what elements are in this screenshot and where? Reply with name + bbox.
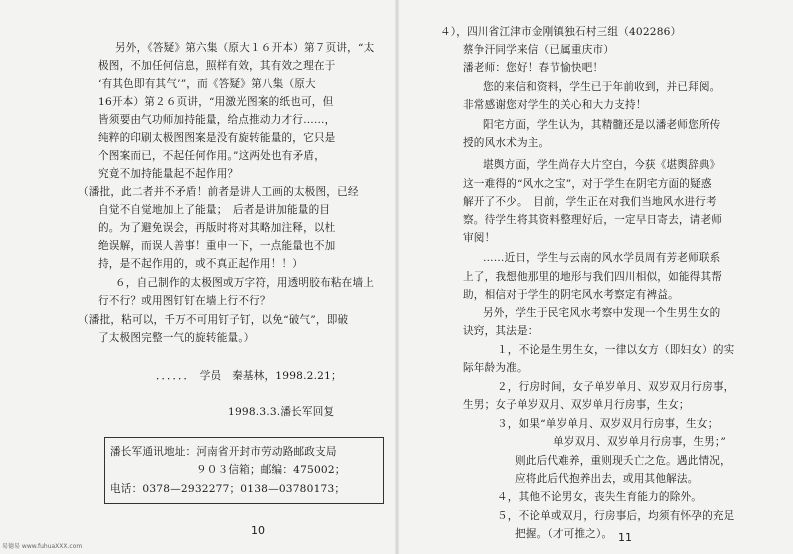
right-line-18: １，不论是生男生女，一律以女方（即妇女）的实: [497, 344, 735, 356]
left-line-5: 皆须要由气功师加持能量，给点推动力才行……，: [98, 114, 336, 126]
left-line-6: 纯粹的印刷太极图图案是没有旋转能量的，它只是: [98, 132, 336, 144]
right-line-11: 察。待学生将其资料整理好后，一定早日寄去，请老师: [463, 214, 723, 226]
right-line-7: 授的风水术为主。: [463, 137, 550, 149]
left-line-16: （潘批，粘可以，千万不可用钉子钉，以免“破气”，即破: [78, 314, 349, 326]
right-line-25: 应将此后代抱养出去，或用其他解法。: [515, 473, 699, 485]
right-line-13: ……近日，学生与云南的风水学员周有芳老师联系: [483, 252, 721, 264]
right-line-23: 单岁双月、双岁单月行房事，生男；”: [553, 436, 727, 448]
right-line-1: ４），四川省江津市金刚镇独石村三组（402286）: [440, 26, 682, 38]
right-line-28: 把握。（才可推之）。: [515, 528, 613, 540]
page-number-left: 10: [251, 524, 265, 537]
right-line-19: 际年龄为准。: [463, 362, 528, 374]
right-line-27: ５，不论单或双月，行房事后，均须有怀孕的充足: [497, 510, 735, 522]
right-line-2: 蔡争汗同学来信（已属重庆市）: [463, 44, 615, 56]
right-line-6: 阳宅方面，学生认为，其精髓还是以潘老师您所传: [483, 119, 721, 131]
reply-date: 1998.3.3.潘长军回复: [228, 406, 335, 418]
left-line-8: 究竟不加持能量起不起作用？: [98, 168, 239, 180]
right-line-21: 生男；女子单岁双月、双岁单月行房事，生女；: [463, 399, 690, 411]
left-line-2: 极图，不加任何信息，照样有效，其有效之理在于: [98, 60, 336, 72]
right-line-8: 堪舆方面，学生尚存大片空白，今获《堪舆辞典》: [483, 159, 721, 171]
right-line-24: 则此后代难养，重则现夭亡之危。遇此情况，: [515, 455, 731, 467]
left-line-1: 另外，《答疑》第六集（原大１６开本）第７页讲，“太: [115, 42, 375, 54]
right-line-22: ３，如果“单岁单月、双岁双月行房事，生女；: [497, 418, 719, 430]
right-line-9: 这一难得的“风水之宝”，对于学生在阴宅方面的疑惑: [463, 178, 712, 190]
right-line-12: 审阅！: [463, 232, 496, 244]
right-line-20: ２，行房时间，女子单岁单月、双岁双月行房事，: [497, 381, 735, 393]
right-page: [397, 0, 793, 554]
watermark: 易德易 www.fuhuaXXX.com: [2, 543, 83, 550]
right-line-17: 诀窍，其法是：: [463, 325, 539, 337]
left-line-3: ‘有其色即有其气’”，而《答疑》第八集（原大: [98, 78, 316, 90]
right-line-15: 助，相信对于学生的阴宅风水考察定有裨益。: [463, 289, 679, 301]
contact-phone: 电话：0378—2932277；0138—03780173；: [110, 483, 346, 495]
page-number-right: 11: [618, 531, 632, 544]
right-line-3: 潘老师：您好！春节愉快吧！: [463, 62, 604, 74]
right-line-14: 上了，我想他那里的地形与我们四川相似，如能得其帮: [463, 271, 723, 283]
right-line-26: ４，其他不论男女，丧失生育能力的除外。: [497, 491, 703, 503]
right-line-5: 非常感谢您对学生的关心和大力支持！: [463, 99, 647, 111]
left-line-4: 16开本）第２６页讲，“用激光图案的纸也可，但: [98, 96, 334, 108]
left-line-9: （潘批，此二者并不矛盾！前者是讲人工画的太极图，已经: [78, 186, 359, 198]
left-line-17: 了太极图完整一气的旋转能量。）: [98, 332, 255, 344]
left-line-11: 的。为了避免误会，再版时将对其略加注释，以杜: [98, 222, 336, 234]
right-line-4: 您的来信和资料，学生已于年前收到，并已拜阅。: [483, 81, 721, 93]
right-line-10: 解开了不少。 目前，学生正在对我们当地风水进行考: [463, 196, 717, 208]
left-line-14: ６，自己制作的太极图或万字符，用透明胶布粘在墙上: [115, 277, 375, 289]
contact-address: 潘长军通讯地址：河南省开封市劳动路邮政支局: [110, 446, 337, 458]
left-line-13: 持，是不起作用的，或不真正起作用！！）: [98, 258, 304, 270]
left-line-12: 绝误解，而误人善事！重申一下，一点能量也不加: [98, 240, 336, 252]
left-line-7: 个图案而已，不起任何作用。”这两处也有矛盾，: [98, 150, 325, 162]
left-line-15: 行不行？或用图钉钉在墙上行不行？: [98, 295, 271, 307]
right-line-16: 另外，学生于民宅风水考察中发现一个生男生女的: [483, 307, 721, 319]
left-line-10: 自觉不自觉地加上了能量； 后者是讲加能量的目: [98, 204, 331, 216]
letter-signature: ．．．．．． 学员 秦基林，1998.2.21；: [156, 370, 342, 382]
contact-mailbox: ９０３信箱；邮编：475002；: [196, 464, 346, 476]
